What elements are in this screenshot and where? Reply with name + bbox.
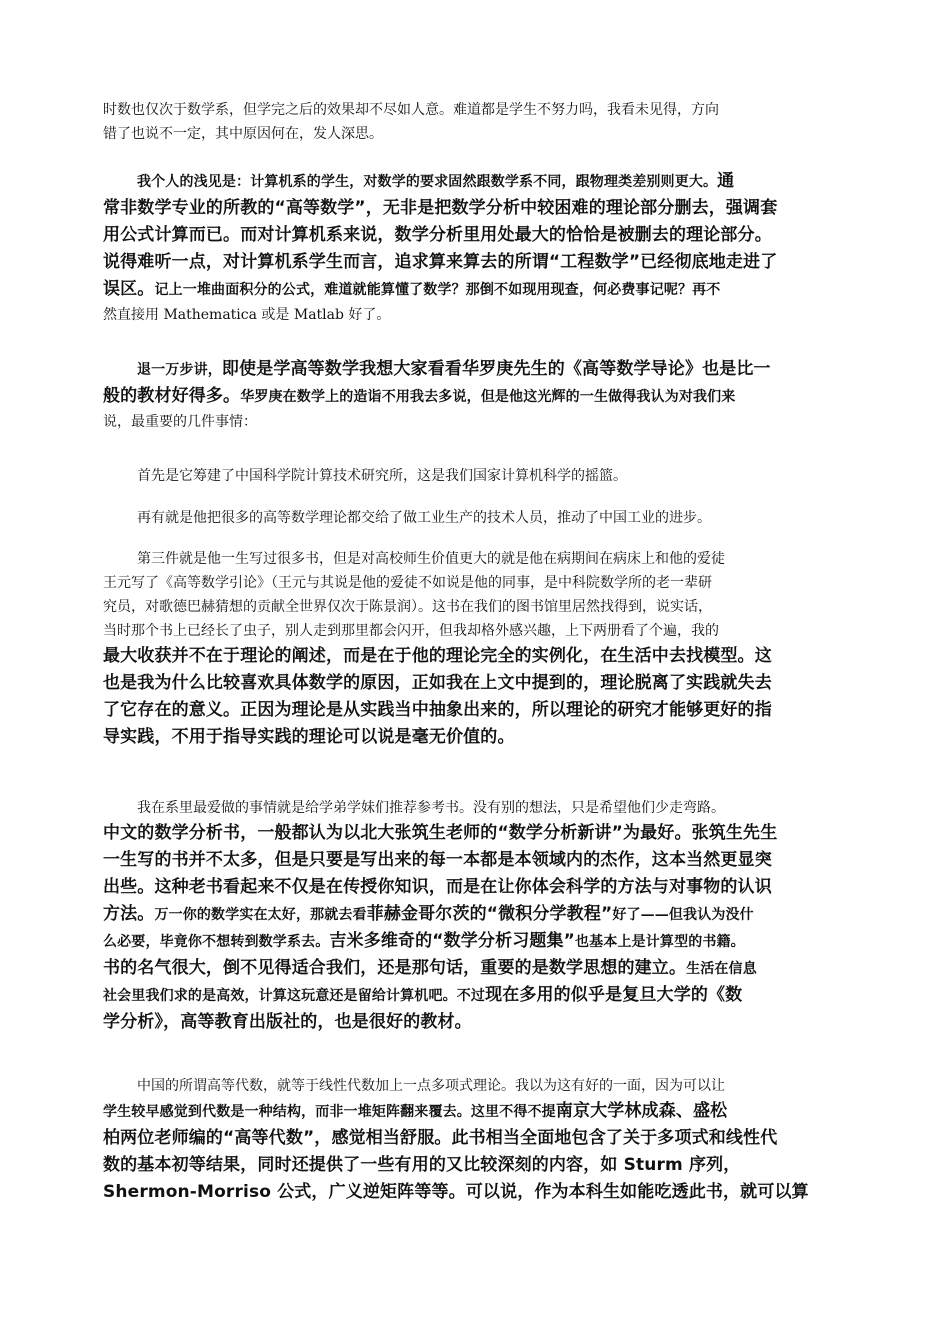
text-run-bold: 出些。这种老书看起来不仅是在传授你知识，而是在让你体会科学的方法与对事物的认识: [103, 877, 772, 897]
text-run-bold: 即使是学高等数学我想大家看看华罗庚先生的《高等数学导论》也是比一: [221, 359, 771, 379]
text-run-bold: 用公式计算而已。而对计算机系来说，数学分析里用处最大的恰恰是被删去的理论部分。: [103, 225, 772, 245]
text-run: 学生较早感觉到代数是一种结构，而非一堆矩阵翻来覆去。这里不得不提: [103, 1104, 556, 1120]
text-run: 错了也说不一定，其中原因何在，发人深思。: [103, 126, 383, 142]
text-run: 然直接用 Mathematica 或是 Matlab 好了。: [103, 307, 391, 323]
text-line: [103, 820, 858, 847]
paragraph-5: [103, 506, 858, 530]
text-line: [103, 643, 858, 670]
text-run: 首先是它筹建了中国科学院计算技术研究所，这是我们国家计算机科学的摇篮。: [137, 468, 627, 484]
text-run: 么必要，毕竟你不想转到数学系去。: [103, 934, 330, 950]
text-run: 时数也仅次于数学系，但学完之后的效果却不尽如人意。难道都是学生不努力吗，我看未见得，方向: [103, 102, 719, 118]
text-run: 王元写了《高等数学引论》（王元与其说是他的爱徒不如说是他的同事，是中科院数学所的老一辈研: [103, 575, 712, 591]
text-run-bold: 南京大学林成森、盛松: [555, 1101, 728, 1121]
text-line: [103, 724, 858, 751]
text-run-bold: 中文的数学分析书，一般都认为以北大张筑生老师的“数学分析新讲”为最好。张筑生先生: [103, 823, 778, 843]
text-run: 也基本上是计算型的书籍。: [575, 934, 745, 950]
text-line: [103, 1098, 858, 1125]
text-line: [103, 506, 858, 530]
text-line: [103, 571, 858, 595]
text-line: [103, 619, 858, 643]
paragraph-3: [103, 356, 858, 434]
text-line: [103, 410, 858, 434]
text-line: [103, 122, 858, 146]
paragraph-7: [103, 796, 858, 1036]
text-line: [103, 955, 858, 982]
text-run-bold: 通: [717, 171, 735, 191]
text-run-bold: 学分析》，高等教育出版社的，也是很好的教材。: [103, 1012, 472, 1032]
text-run-bold: 吉米多维奇的“数学分析习题集”: [329, 931, 576, 951]
text-run: 再有就是他把很多的高等数学理论都交给了做工业生产的技术人员，推动了中国工业的进步。: [137, 510, 711, 526]
text-run-bold: 说得难听一点，对计算机系学生而言，追求算来算去的所谓“工程数学”已经彻底地走进了: [103, 252, 778, 272]
text-line: [103, 464, 858, 488]
text-run: 退一万步讲，: [137, 362, 222, 378]
text-run-bold: 现在多用的似乎是复旦大学的《数: [485, 985, 743, 1005]
paragraph-6: [103, 547, 858, 751]
text-run: 记上一堆曲面积分的公式，难道就能算懂了数学？那倒不如现用现查，何必费事记呢？再不: [154, 282, 721, 298]
text-run: 华罗庚在数学上的造诣不用我去多说，但是他这光辉的一生做得我认为对我们来: [240, 389, 736, 405]
text-run-bold: 数的基本初等结果，同时还提供了一些有用的又比较深刻的内容，如 Sturm 序列，: [103, 1155, 741, 1175]
text-run-bold: 般的教材好得多。: [103, 386, 241, 406]
text-line: [103, 1152, 858, 1179]
text-line: [103, 595, 858, 619]
paragraph-1: [103, 98, 858, 146]
text-run: 说，最重要的几件事情：: [103, 414, 257, 430]
text-run: 万一你的数学实在太好，那就去看: [154, 907, 367, 923]
text-run-bold: 一生写的书并不太多，但是只要是写出来的每一本都是本领域内的杰作，这本当然更显突: [103, 850, 772, 870]
text-run: 我在系里最爱做的事情就是给学弟学妹们推荐参考书。没有别的想法，只是希望他们少走弯路。: [137, 800, 725, 816]
text-line: [103, 98, 858, 122]
text-line: [103, 195, 858, 222]
text-line: [103, 928, 858, 955]
text-run-bold: 常非数学专业的所教的“高等数学”，无非是把数学分析中较困难的理论部分删去，强调套: [103, 198, 778, 218]
text-line: [103, 303, 858, 327]
text-run: 好了——但我认为没什: [612, 907, 754, 923]
text-run: 第三件就是他一生写过很多书，但是对高校师生价值更大的就是他在病期间在病床上和他的爱徒: [137, 551, 725, 567]
text-run-bold: 菲赫金哥尔茨的“微积分学教程”: [366, 904, 613, 924]
text-line: [103, 547, 858, 571]
text-line: [103, 982, 858, 1009]
text-line: [103, 276, 858, 303]
paragraph-2: [103, 168, 858, 327]
text-line: [103, 901, 858, 928]
text-run: 中国的所谓高等代数，就等于线性代数加上一点多项式理论。我以为这有好的一面，因为可以让: [137, 1078, 725, 1094]
text-run-bold: 最大收获并不在于理论的阐述，而是在于他的理论完全的实例化，在生活中去找模型。这: [103, 646, 772, 666]
text-line: [103, 383, 858, 410]
text-line: [103, 1009, 858, 1036]
text-line: [103, 847, 858, 874]
paragraph-8: [103, 1074, 858, 1206]
text-run-bold: 方法。: [103, 904, 155, 924]
text-line: [103, 1074, 858, 1098]
text-line: [103, 1179, 858, 1206]
text-line: [103, 796, 858, 820]
text-line: [103, 874, 858, 901]
text-run: 当时那个书上已经长了虫子，别人走到那里都会闪开，但我却格外感兴趣，上下两册看了个遍，我的: [103, 623, 719, 639]
text-run-bold: 书的名气很大，倒不见得适合我们，还是那句话，重要的是数学思想的建立。: [103, 958, 687, 978]
text-line: [103, 249, 858, 276]
text-run-bold: 导实践，不用于指导实践的理论可以说是毫无价值的。: [103, 727, 515, 747]
text-run: 究员，对歌德巴赫猜想的贡献全世界仅次于陈景润）。这书在我们的图书馆里居然找得到，说实话，: [103, 599, 712, 615]
text-run-bold: 也是我为什么比较喜欢具体数学的原因，正如我在上文中提到的，理论脱离了实践就失去: [103, 673, 772, 693]
text-line: [103, 670, 858, 697]
text-line: [103, 697, 858, 724]
paragraph-4: [103, 464, 858, 488]
text-run-bold: 了它存在的意义。正因为理论是从实践当中抽象出来的，所以理论的研究才能够更好的指: [103, 700, 772, 720]
text-run-bold: Shermon-Morriso 公式，广义逆矩阵等等。可以说，作为本科生如能吃透此书，就可以算: [103, 1182, 809, 1202]
text-run: 社会里我们求的是高效，计算这玩意还是留给计算机吧。不过: [103, 988, 486, 1004]
text-line: [103, 1125, 858, 1152]
text-line: [103, 222, 858, 249]
text-run: 我个人的浅见是：计算机系的学生，对数学的要求固然跟数学系不同，跟物理类差别则更大。: [137, 174, 718, 190]
text-run-bold: 误区。: [103, 279, 155, 299]
text-line: [103, 356, 858, 383]
text-run-bold: 柏两位老师编的“高等代数”，感觉相当舒服。此书相当全面地包含了关于多项式和线性代: [103, 1128, 778, 1148]
text-line: [103, 168, 858, 195]
text-run: 生活在信息: [686, 961, 757, 977]
